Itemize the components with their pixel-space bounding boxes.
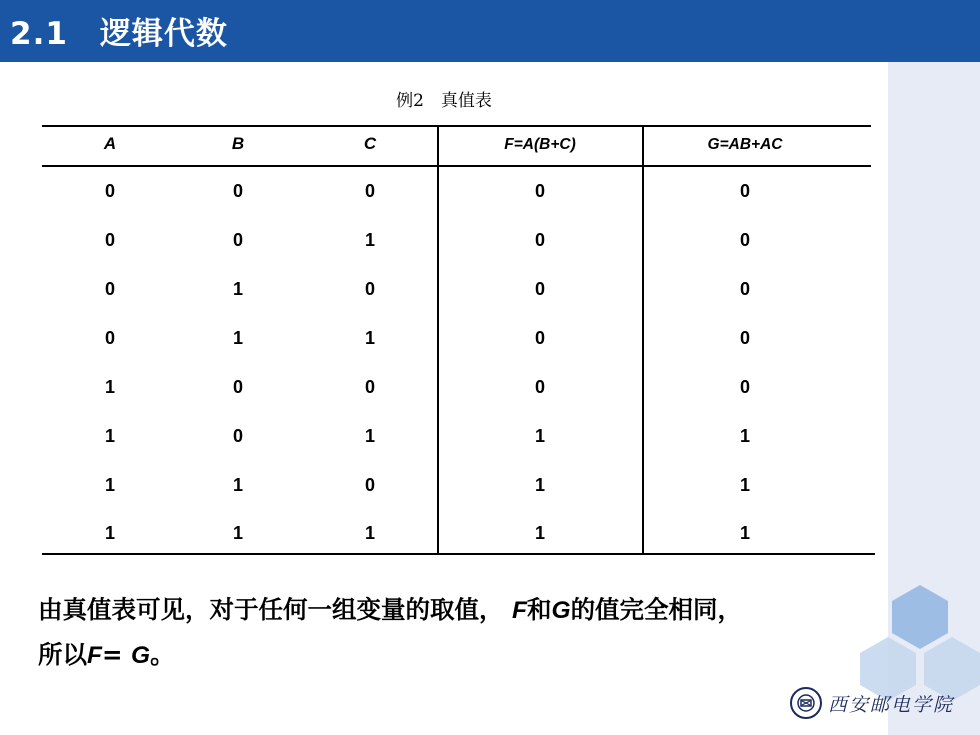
conclusion-part: 由真值表可见，对于任何一组变量的取值，	[38, 595, 504, 624]
cell-g: 0	[739, 377, 750, 397]
cell-b: 1	[232, 475, 243, 495]
table-bottom-rule	[42, 553, 875, 555]
conclusion-line-2	[38, 633, 958, 678]
conclusion-part: 所以	[38, 640, 87, 669]
slide-title: 2.1 逻辑代数	[10, 16, 228, 52]
conclusion-part: 的值完全相同，	[570, 595, 743, 624]
cell-f: 1	[534, 523, 545, 543]
cell-g: 1	[739, 475, 750, 495]
column-header-c: C	[363, 134, 377, 153]
cell-b: 0	[232, 181, 243, 201]
cell-c: 1	[364, 426, 375, 446]
cell-g: 0	[739, 279, 750, 299]
table-header-rule	[42, 165, 871, 167]
cell-f: 0	[534, 377, 545, 397]
cell-g: 0	[739, 181, 750, 201]
cell-c: 1	[364, 328, 375, 348]
variable-g: G	[551, 597, 571, 624]
cell-f: 1	[534, 426, 545, 446]
column-header-b: B	[231, 134, 245, 153]
cell-f: 0	[534, 230, 545, 250]
cell-g: 0	[739, 328, 750, 348]
cell-a: 1	[104, 426, 115, 446]
cell-c: 0	[364, 181, 375, 201]
cell-a: 0	[104, 328, 115, 348]
cell-g: 1	[739, 426, 750, 446]
cell-c: 0	[364, 475, 375, 495]
variable-f: F	[87, 642, 102, 669]
title-bar	[0, 0, 980, 62]
cell-b: 1	[232, 328, 243, 348]
cell-b: 1	[232, 523, 243, 543]
variable-g: G	[131, 642, 151, 669]
cell-c: 0	[364, 279, 375, 299]
column-header-f: F=A(B+C)	[504, 136, 576, 153]
cell-b: 0	[232, 230, 243, 250]
cell-f: 0	[534, 181, 545, 201]
cell-a: 0	[104, 181, 115, 201]
conclusion-part: 和	[527, 595, 552, 624]
cell-a: 1	[104, 377, 115, 397]
cell-f: 1	[534, 475, 545, 495]
cell-f: 0	[534, 328, 545, 348]
cell-a: 1	[104, 475, 115, 495]
conclusion-line-1	[38, 588, 958, 633]
conclusion-text	[38, 588, 958, 678]
cell-b: 0	[232, 426, 243, 446]
table-caption: 例2 真值表	[396, 91, 492, 111]
table-divider-2	[642, 125, 644, 555]
cell-c: 1	[364, 523, 375, 543]
equals-sign: =	[101, 640, 132, 669]
table-top-rule	[42, 125, 871, 127]
cell-g: 1	[739, 523, 750, 543]
university-name: 西安邮电学院	[828, 693, 955, 716]
cell-a: 0	[104, 279, 115, 299]
conclusion-part: 。	[150, 640, 175, 669]
seal-icon	[790, 687, 822, 719]
cell-b: 1	[232, 279, 243, 299]
column-header-a: A	[103, 134, 117, 153]
column-header-g: G=AB+AC	[707, 136, 783, 153]
cell-b: 0	[232, 377, 243, 397]
cell-a: 1	[104, 523, 115, 543]
cell-c: 1	[364, 230, 375, 250]
table-divider-1	[437, 125, 439, 555]
cell-g: 0	[739, 230, 750, 250]
cell-f: 0	[534, 279, 545, 299]
cell-a: 0	[104, 230, 115, 250]
university-logo	[790, 685, 954, 721]
variable-f: F	[512, 597, 527, 624]
cell-c: 0	[364, 377, 375, 397]
